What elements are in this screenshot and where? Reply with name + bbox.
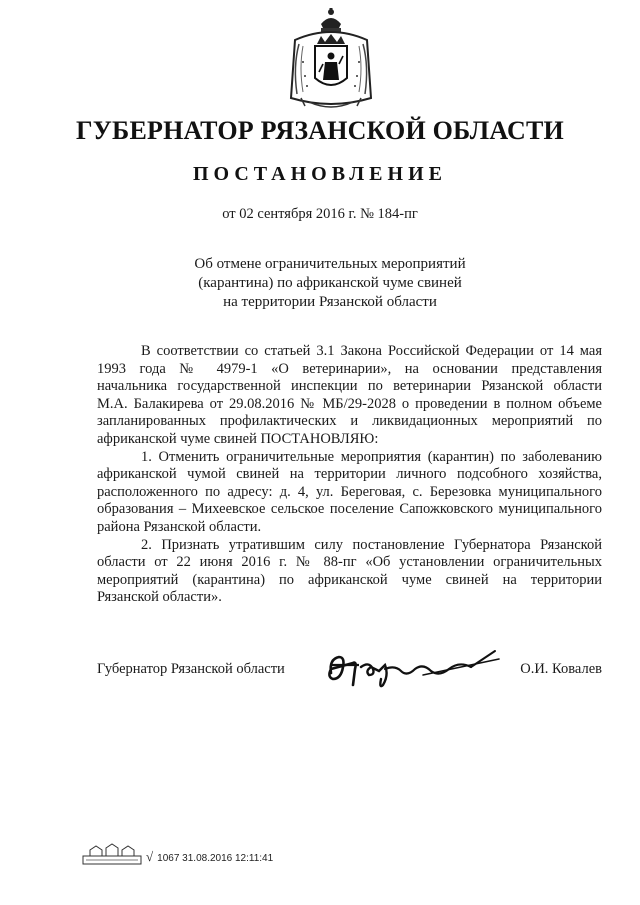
registration-number-date: 1067 31.08.2016 12:11:41 <box>157 853 274 864</box>
body-line: африканской чуме свиней ПОСТАНОВЛЯЮ: <box>97 430 379 447</box>
signatory-title: Губернатор Рязанской области <box>97 661 285 677</box>
item-1-paragraph <box>97 449 602 537</box>
body-line: 1. Отменить ограничительные мероприятия (карантин) по заболеванию <box>141 448 602 465</box>
signature-block <box>97 657 602 687</box>
body-line: 1993 года № 4979-1 «О ветеринарии», на основании представления <box>97 360 602 377</box>
body-line: начальника государственной инспекции по ветеринарии Рязанской области <box>97 378 602 395</box>
item-2-paragraph <box>97 537 602 607</box>
document-date-number: от 02 сентября 2016 г. № 184-пг <box>222 206 418 222</box>
document-subject <box>180 255 480 312</box>
subject-line: на территории Рязанской области <box>223 294 437 310</box>
body-line: расположенного по адресу: д. 4, ул. Береговая, с. Березовка муниципального <box>97 483 602 500</box>
coat-of-arms-icon <box>285 6 377 112</box>
subject-line: (карантина) по африканской чуме свиней <box>198 275 462 291</box>
subject-line: Об отмене ограничительных мероприятий <box>194 256 466 272</box>
document-body <box>97 343 602 607</box>
preamble-paragraph <box>97 343 602 449</box>
body-line: Рязанской области». <box>97 589 222 606</box>
issuing-authority-title: ГУБЕРНАТОР РЯЗАНСКОЙ ОБЛАСТИ <box>76 116 564 145</box>
body-line: района Рязанской области. <box>97 518 262 535</box>
body-line: области от 22 июня 2016 г. № 88-пг «Об установлении ограничительных <box>97 554 602 571</box>
signatory-name: О.И. Ковалев <box>520 661 602 677</box>
body-line: мероприятий (карантина) по африканской чуме свиней на территории <box>97 571 602 588</box>
body-line: В соответствии со статьей 3.1 Закона Российской Федерации от 14 мая <box>141 343 602 359</box>
document-type: ПОСТАНОВЛЕНИЕ <box>193 163 447 185</box>
body-line: образования – Михеевское сельское поселение Сапожковского муниципального <box>97 501 602 518</box>
handwritten-signature <box>323 645 503 695</box>
body-line: 2. Признать утратившим силу постановление Губернатора Рязанской <box>141 536 602 553</box>
body-line: африканской чумой свиней на территории личного подсобного хозяйства, <box>97 466 602 483</box>
registration-info <box>146 849 273 865</box>
registration-mark: √ <box>146 849 154 864</box>
body-line: запланированных профилактических и ликвидационных мероприятий по <box>97 413 602 430</box>
body-line: М.А. Балакирева от 29.08.2016 № МБ/29-2028 о проведении в полном объеме <box>97 395 602 412</box>
registration-stamp-icon <box>82 842 142 866</box>
